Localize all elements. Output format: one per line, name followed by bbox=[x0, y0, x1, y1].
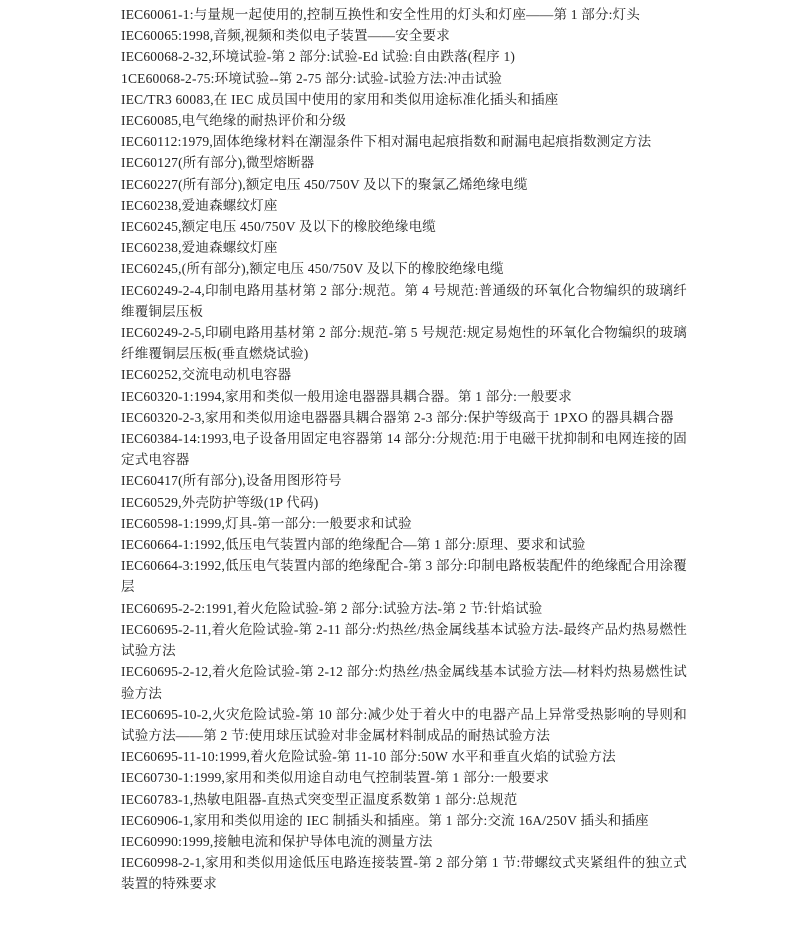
standard-entry: IEC60249-2-5,印刷电路用基材第 2 部分:规范-第 5 号规范:规定易炮性的环氧化合物编织的玻璃纤维覆铜层压板(垂直燃烧试验) bbox=[121, 325, 687, 362]
standard-entry: IEC60998-2-1,家用和类似用途低压电路连接装置-第 2 部分第 1 节:带螺纹式夹紧组件的独立式装置的特殊要求 bbox=[121, 855, 687, 892]
standard-entry: IEC60227(所有部分),额定电压 450/750V 及以下的聚氯乙烯绝缘电缆 bbox=[121, 176, 528, 192]
standard-entry: IEC60065:1998,音频,视频和类似电子装置——安全要求 bbox=[121, 28, 450, 44]
standard-entry: IEC60127(所有部分),微型熔断器 bbox=[121, 155, 315, 171]
standard-entry: IEC60906-1,家用和类似用途的 IEC 制插头和插座。第 1 部分:交流 16A/250V 插头和插座 bbox=[121, 812, 649, 828]
standard-entry: IEC60320-2-3,家用和类似用途电器器具耦合器第 2-3 部分:保护等级高于 1PXO 的器具耦合器 bbox=[121, 409, 674, 425]
standard-entry: 1CE60068-2-75:环境试验--第 2-75 部分:试验-试验方法:冲击试验 bbox=[121, 70, 503, 86]
standard-entry: IEC60112:1979,固体绝缘材料在潮湿条件下相对漏电起痕指数和耐漏电起痕指数测定方法 bbox=[121, 134, 652, 150]
standard-entry: IEC60664-3:1992,低压电气装置内部的绝缘配合-第 3 部分:印制电路板装配件的绝缘配合用涂覆层 bbox=[121, 558, 687, 595]
standard-entry: IEC60249-2-4,印制电路用基材第 2 部分:规范。第 4 号规范:普通级的环氧化合物编织的玻璃纤维覆铜层压板 bbox=[121, 282, 687, 319]
standard-entry: IEC60664-1:1992,低压电气装置内部的绝缘配合—第 1 部分:原理、要求和试验 bbox=[121, 537, 586, 553]
standard-entry: IEC60238,爱迪森螺纹灯座 bbox=[121, 197, 278, 213]
standards-list bbox=[121, 4, 687, 895]
standard-entry: IEC60695-2-11,着火危险试验-第 2-11 部分:灼热丝/热金属线基本试验方法-最终产品灼热易燃性试验方法 bbox=[121, 621, 687, 659]
standard-entry: IEC60695-10-2,火灾危险试验-第 10 部分:减少处于着火中的电器产品上异常受热影响的导则和试验方法——第 2 节:使用球压试验对非金属材料制成品的耐热试验方法 bbox=[121, 706, 687, 743]
standard-entry: IEC60598-1:1999,灯具-第一部分:一般要求和试验 bbox=[121, 515, 412, 531]
standard-entry: IEC60245,(所有部分),额定电压 450/750V 及以下的橡胶绝缘电缆 bbox=[121, 261, 504, 277]
standard-entry: IEC60252,交流电动机电容器 bbox=[121, 367, 292, 383]
standard-entry: IEC60384-14:1993,电子设备用固定电容器第 14 部分:分规范:用于电磁干扰抑制和电网连接的固定式电容器 bbox=[121, 431, 687, 468]
standard-entry: IEC60990:1999,接触电流和保护导体电流的测量方法 bbox=[121, 833, 433, 849]
standard-entry: IEC60061-1:与量规一起使用的,控制互换性和安全性用的灯头和灯座——第 1 部分:灯头 bbox=[121, 7, 641, 22]
standard-entry: IEC60238,爱迪森螺纹灯座 bbox=[121, 240, 278, 256]
standard-entry: IEC60783-1,热敏电阻器-直热式突变型正温度系数第 1 部分:总规范 bbox=[121, 791, 518, 807]
standard-entry: IEC60529,外壳防护等级(1P 代码) bbox=[121, 494, 319, 510]
standard-entry: IEC60695-11-10:1999,着火危险试验-第 11-10 部分:50W 水平和垂直火焰的试验方法 bbox=[121, 749, 616, 765]
standard-entry: IEC60695-2-12,着火危险试验-第 2-12 部分:灼热丝/热金属线基本试验方法—材料灼热易燃性试验方法 bbox=[121, 664, 687, 701]
standard-entry: IEC/TR3 60083,在 IEC 成员国中使用的家用和类似用途标准化插头和插座 bbox=[121, 91, 559, 107]
standard-entry: IEC60245,额定电压 450/750V 及以下的橡胶绝缘电缆 bbox=[121, 219, 436, 235]
standard-entry: IEC60068-2-32,环境试验-第 2 部分:试验-Ed 试验:自由跌落(程序 1) bbox=[121, 49, 516, 65]
standard-entry: IEC60417(所有部分),设备用图形符号 bbox=[121, 473, 342, 489]
standard-entry: IEC60695-2-2:1991,着火危险试验-第 2 部分:试验方法-第 2 节:针焰试验 bbox=[121, 600, 543, 616]
standard-entry: IEC60085,电气绝缘的耐热评价和分级 bbox=[121, 113, 347, 129]
standard-entry: IEC60730-1:1999,家用和类似用途自动电气控制装置-第 1 部分:一般要求 bbox=[121, 770, 550, 786]
standard-entry: IEC60320-1:1994,家用和类似一般用途电器器具耦合器。第 1 部分:一般要求 bbox=[121, 388, 572, 404]
